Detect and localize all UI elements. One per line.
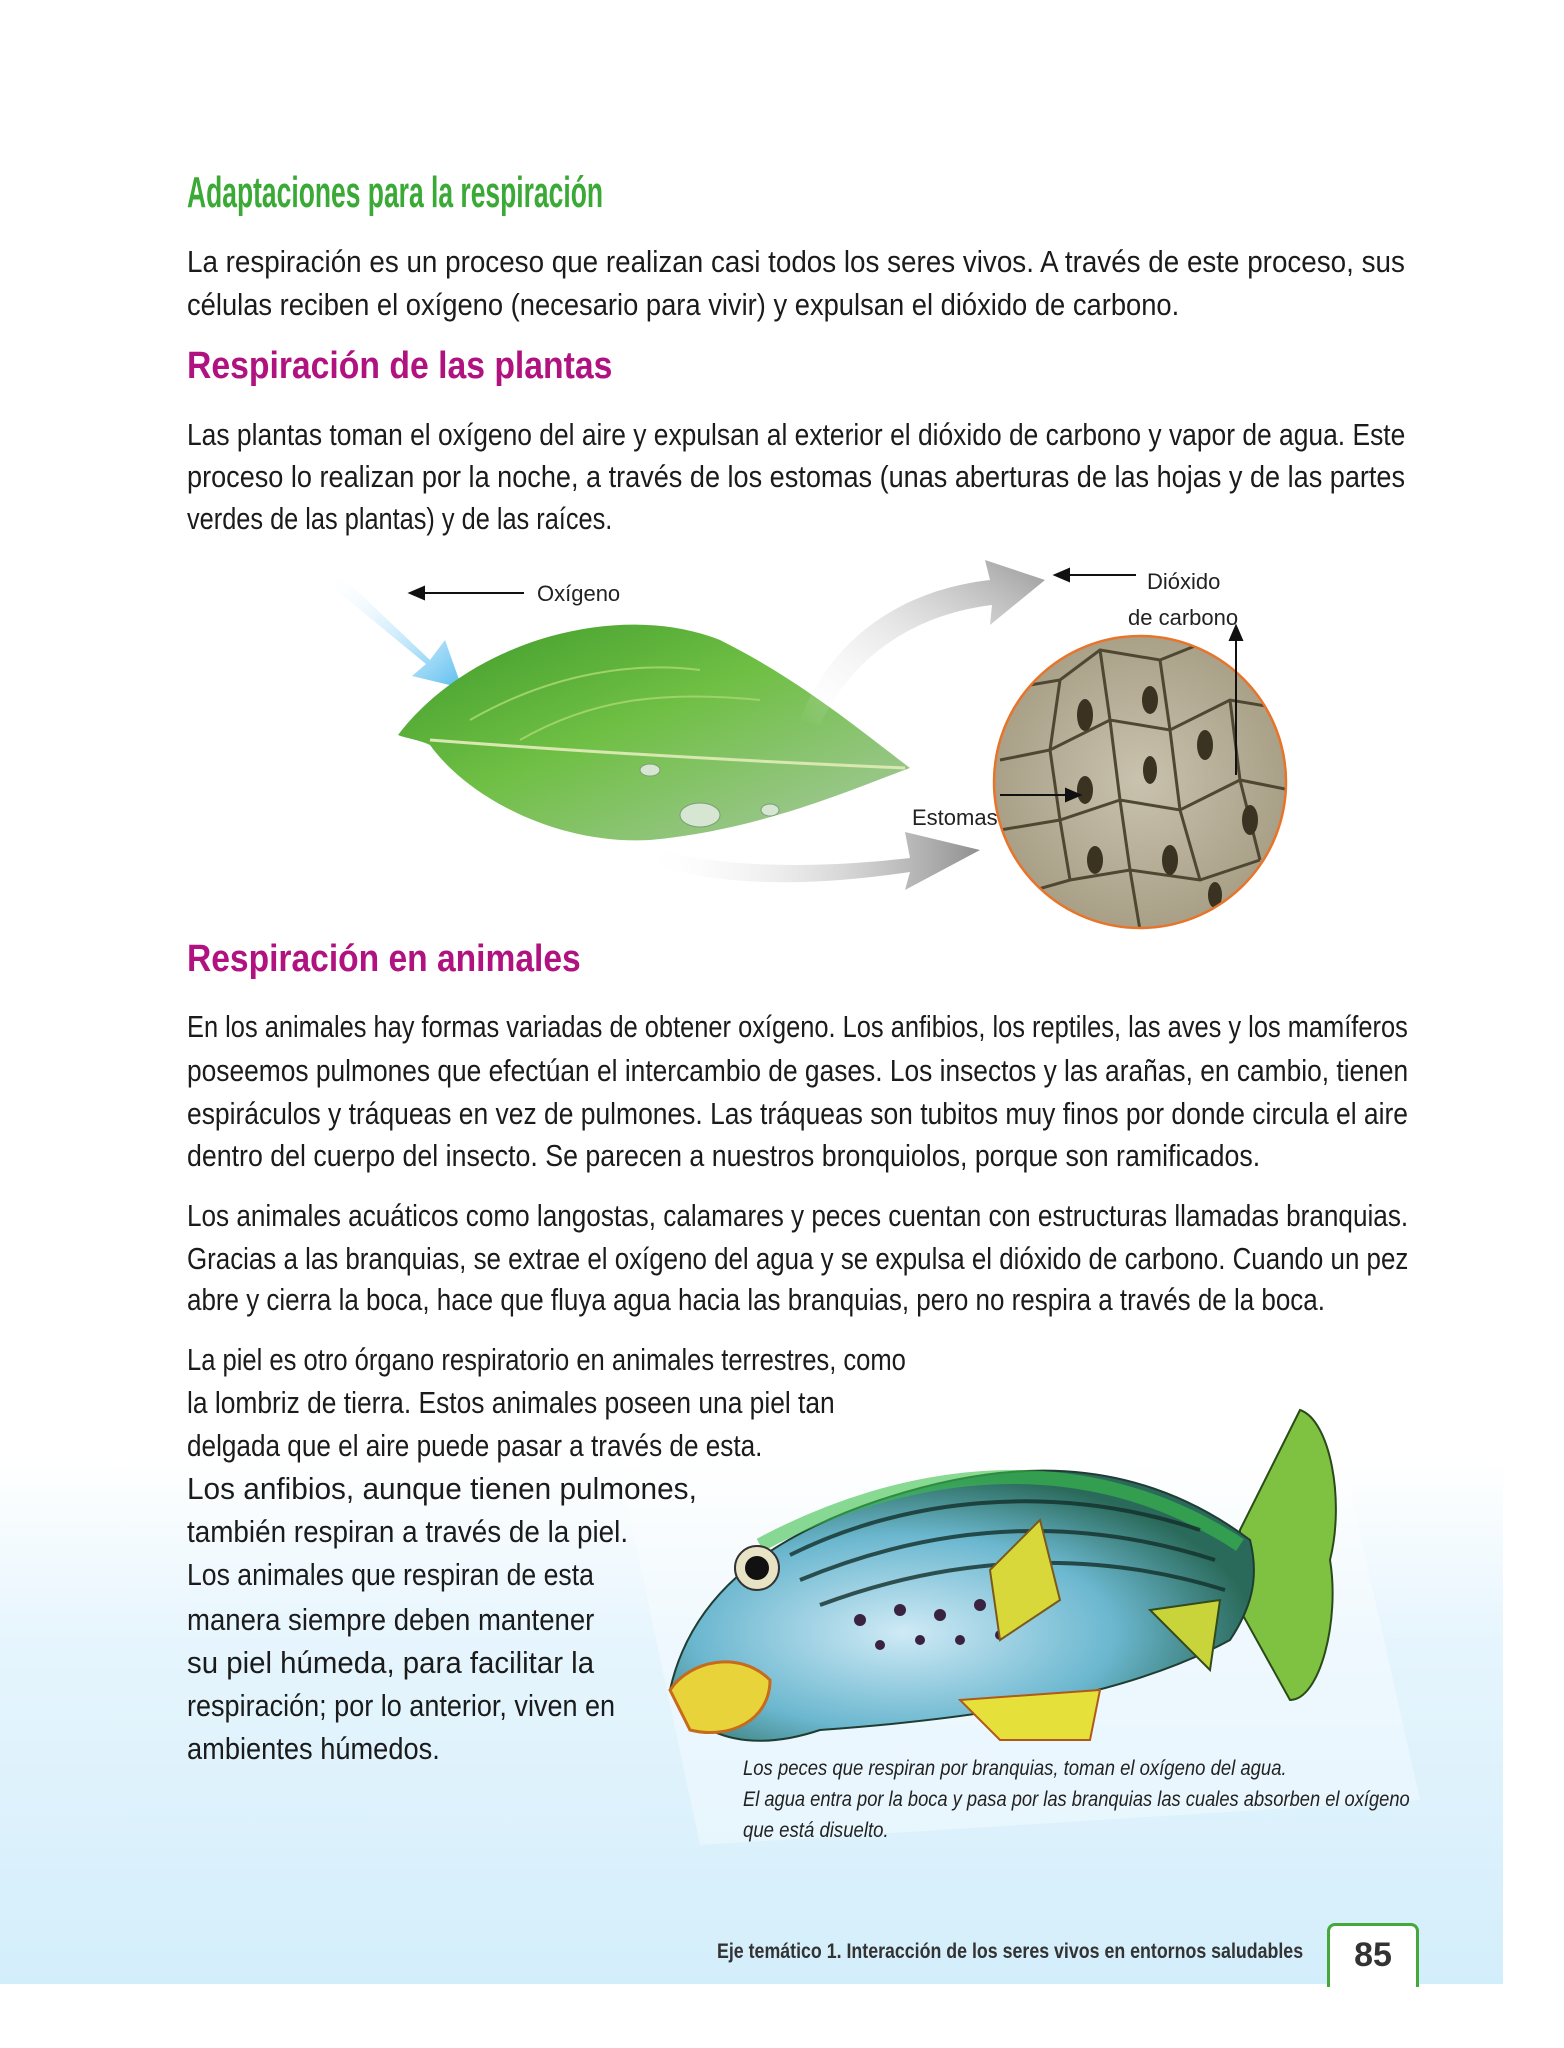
animals-p3-line: manera siempre deben mantener [187, 1602, 595, 1637]
animals-p3-line: la lombriz de tierra. Estos animales poseen una piel tan [187, 1385, 835, 1420]
co2-label-line2: de carbono [1128, 605, 1239, 630]
animals-p3-line: Los animales que respiran de esta [187, 1557, 594, 1592]
stomata-label: Estomas [912, 805, 998, 830]
animals-heading: Respiración en animales [187, 938, 581, 980]
animals-p1-line: espiráculos y tráqueas en vez de pulmones. Las tráqueas son tubitos muy finos por donde circula el aire [187, 1096, 1408, 1131]
intro-line: La respiración es un proceso que realizan casi todos los seres vivos. A través de este proceso, sus [187, 244, 1405, 279]
animals-p1-line: poseemos pulmones que efectúan el intercambio de gases. Los insectos y las arañas, en cambio, tienen [187, 1053, 1409, 1088]
animals-p3-line: delgada que el aire puede pasar a través de esta. [187, 1428, 763, 1463]
animals-p3-line: La piel es otro órgano respiratorio en animales terrestres, como [187, 1342, 906, 1377]
animals-p2-line: Gracias a las branquias, se extrae el oxígeno del agua y se expulsa el dióxido de carbono. Cuando un pez [187, 1241, 1409, 1276]
oxygen-label: Oxígeno [537, 581, 621, 606]
fish-caption-line: El agua entra por la boca y pasa por las branquias las cuales absorben el oxígeno [743, 1788, 1410, 1811]
animals-p3-line: también respiran a través de la piel. [187, 1514, 629, 1549]
plants-line: Las plantas toman el oxígeno del aire y expulsan al exterior el dióxido de carbono y vapor de agua. Este [187, 417, 1406, 452]
animals-p2-line: Los animales acuáticos como langostas, calamares y peces cuentan con estructuras llamadas branquias. [187, 1198, 1409, 1233]
fish-caption-line: Los peces que respiran por branquias, toman el oxígeno del agua. [743, 1757, 1287, 1780]
page-number: 85 [1327, 1923, 1419, 1987]
animals-p3-line: su piel húmeda, para facilitar la [187, 1645, 595, 1680]
footer-section-title: Eje temático 1. Interacción de los seres vivos en entornos saludables [717, 1940, 1304, 1963]
animals-p1-line: En los animales hay formas variadas de obtener oxígeno. Los anfibios, los reptiles, las aves y los mamíferos [187, 1009, 1408, 1044]
plants-line: proceso lo realizan por la noche, a través de los estomas (unas aberturas de las hojas y de las partes [187, 459, 1406, 494]
animals-p2-line: abre y cierra la boca, hace que fluya agua hacia las branquias, pero no respira a través de la boca. [187, 1282, 1325, 1317]
fish-caption-line: que está disuelto. [743, 1819, 889, 1842]
co2-label-line1: Dióxido [1147, 569, 1221, 594]
plants-line: verdes de las plantas) y de las raíces. [187, 501, 613, 536]
animals-p1-line: dentro del cuerpo del insecto. Se parecen a nuestros bronquiolos, porque son ramificados. [187, 1138, 1261, 1173]
animals-p3-line: Los anfibios, aunque tienen pulmones, [187, 1471, 697, 1506]
page-title: Adaptaciones para la respiración [187, 168, 604, 217]
intro-line: células reciben el oxígeno (necesario para vivir) y expulsan el dióxido de carbono. [187, 287, 1180, 322]
animals-p3-line: ambientes húmedos. [187, 1731, 440, 1766]
plants-heading: Respiración de las plantas [187, 345, 613, 387]
animals-p3-line: respiración; por lo anterior, viven en [187, 1688, 616, 1723]
